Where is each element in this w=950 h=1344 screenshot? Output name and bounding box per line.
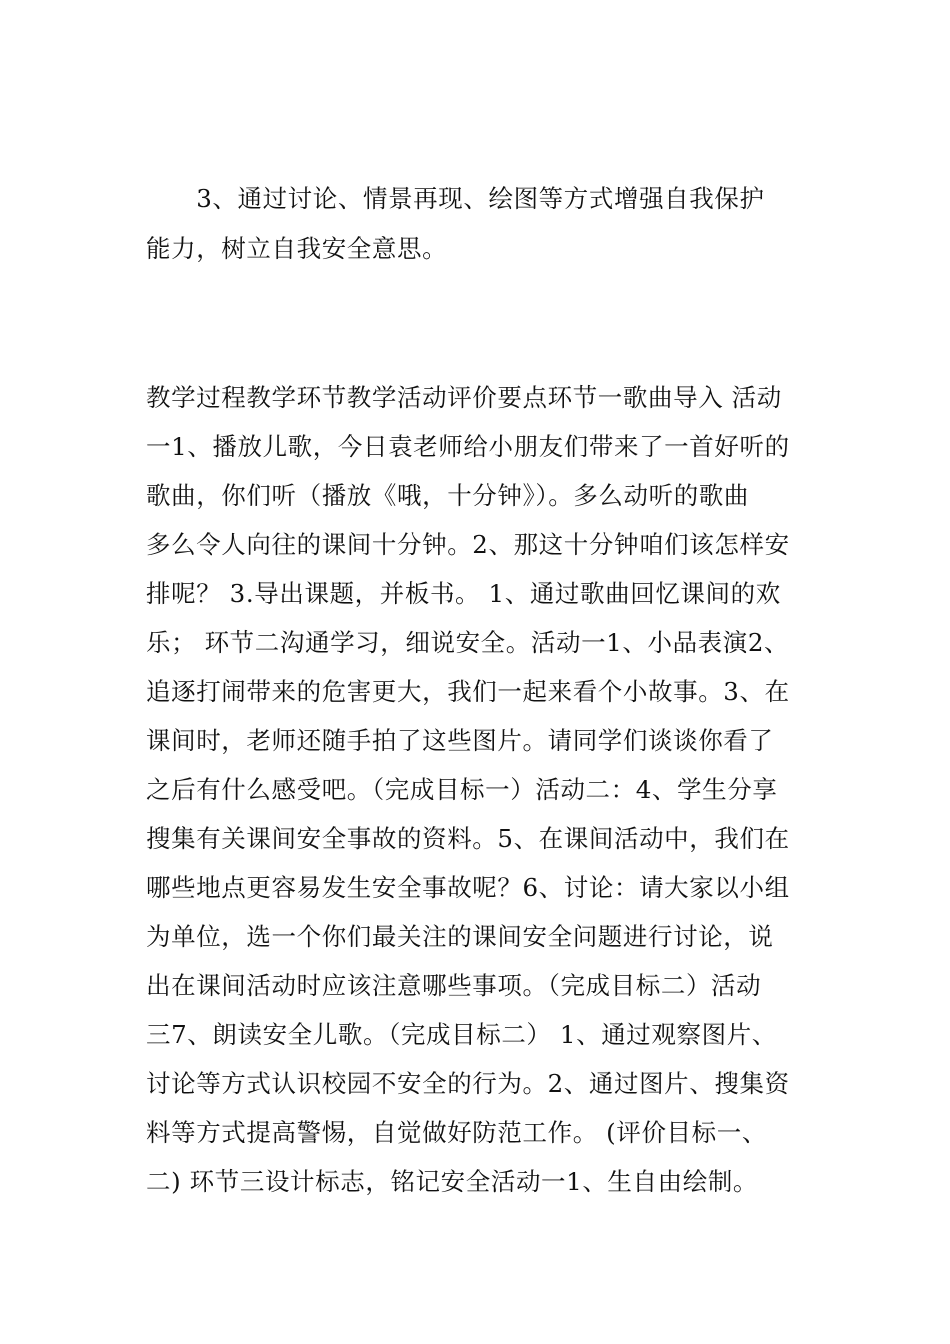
text-line: 排呢？ 3.导出课题，并板书。 1、通过歌曲回忆课间的欢 — [146, 579, 781, 608]
text-line: 哪些地点更容易发生安全事故呢？6、讨论：请大家以小组 — [146, 873, 790, 902]
text-line: 乐； 环节二沟通学习，细说安全。活动一1、小品表演2、 — [146, 628, 790, 657]
text-line: 出在课间活动时应该注意哪些事项。（完成目标二）活动 — [146, 971, 762, 1000]
text-line: 一1、播放儿歌，今日袁老师给小朋友们带来了一首好听的 — [146, 432, 790, 461]
text-line: 能力，树立自我安全意思。 — [146, 234, 448, 263]
text-line: 之后有什么感受吧。（完成目标一）活动二：4、学生分享 — [146, 775, 778, 804]
text-line: 歌曲，你们听（播放《哦，十分钟》）。多么动听的歌曲 — [146, 481, 749, 510]
text-line: 料等方式提高警惕，自觉做好防范工作。 (评价目标一、 — [146, 1118, 767, 1147]
text-line: 追逐打闹带来的危害更大，我们一起来看个小故事。3、在 — [146, 677, 790, 706]
text-line: 二) 环节三设计标志，铭记安全活动一1、生自由绘制。 — [146, 1167, 759, 1196]
text-line: 课间时，老师还随手拍了这些图片。请同学们谈谈你看了 — [146, 726, 774, 755]
text-line: 多么令人向往的课间十分钟。2、那这十分钟咱们该怎样安 — [146, 530, 790, 559]
text-line: 为单位，选一个你们最关注的课间安全问题进行讨论，说 — [146, 922, 774, 951]
text-line: 教学过程教学环节教学活动评价要点环节一歌曲导入 活动 — [146, 383, 782, 412]
text-line: 讨论等方式认识校园不安全的行为。2、通过图片、搜集资 — [146, 1069, 790, 1098]
text-line: 三7、朗读安全儿歌。（完成目标二） 1、通过观察图片、 — [146, 1020, 777, 1049]
text-line: 3、通过讨论、情景再现、绘图等方式增强自我保护 — [146, 184, 765, 213]
text-line: 搜集有关课间安全事故的资料。5、在课间活动中，我们在 — [146, 824, 790, 853]
